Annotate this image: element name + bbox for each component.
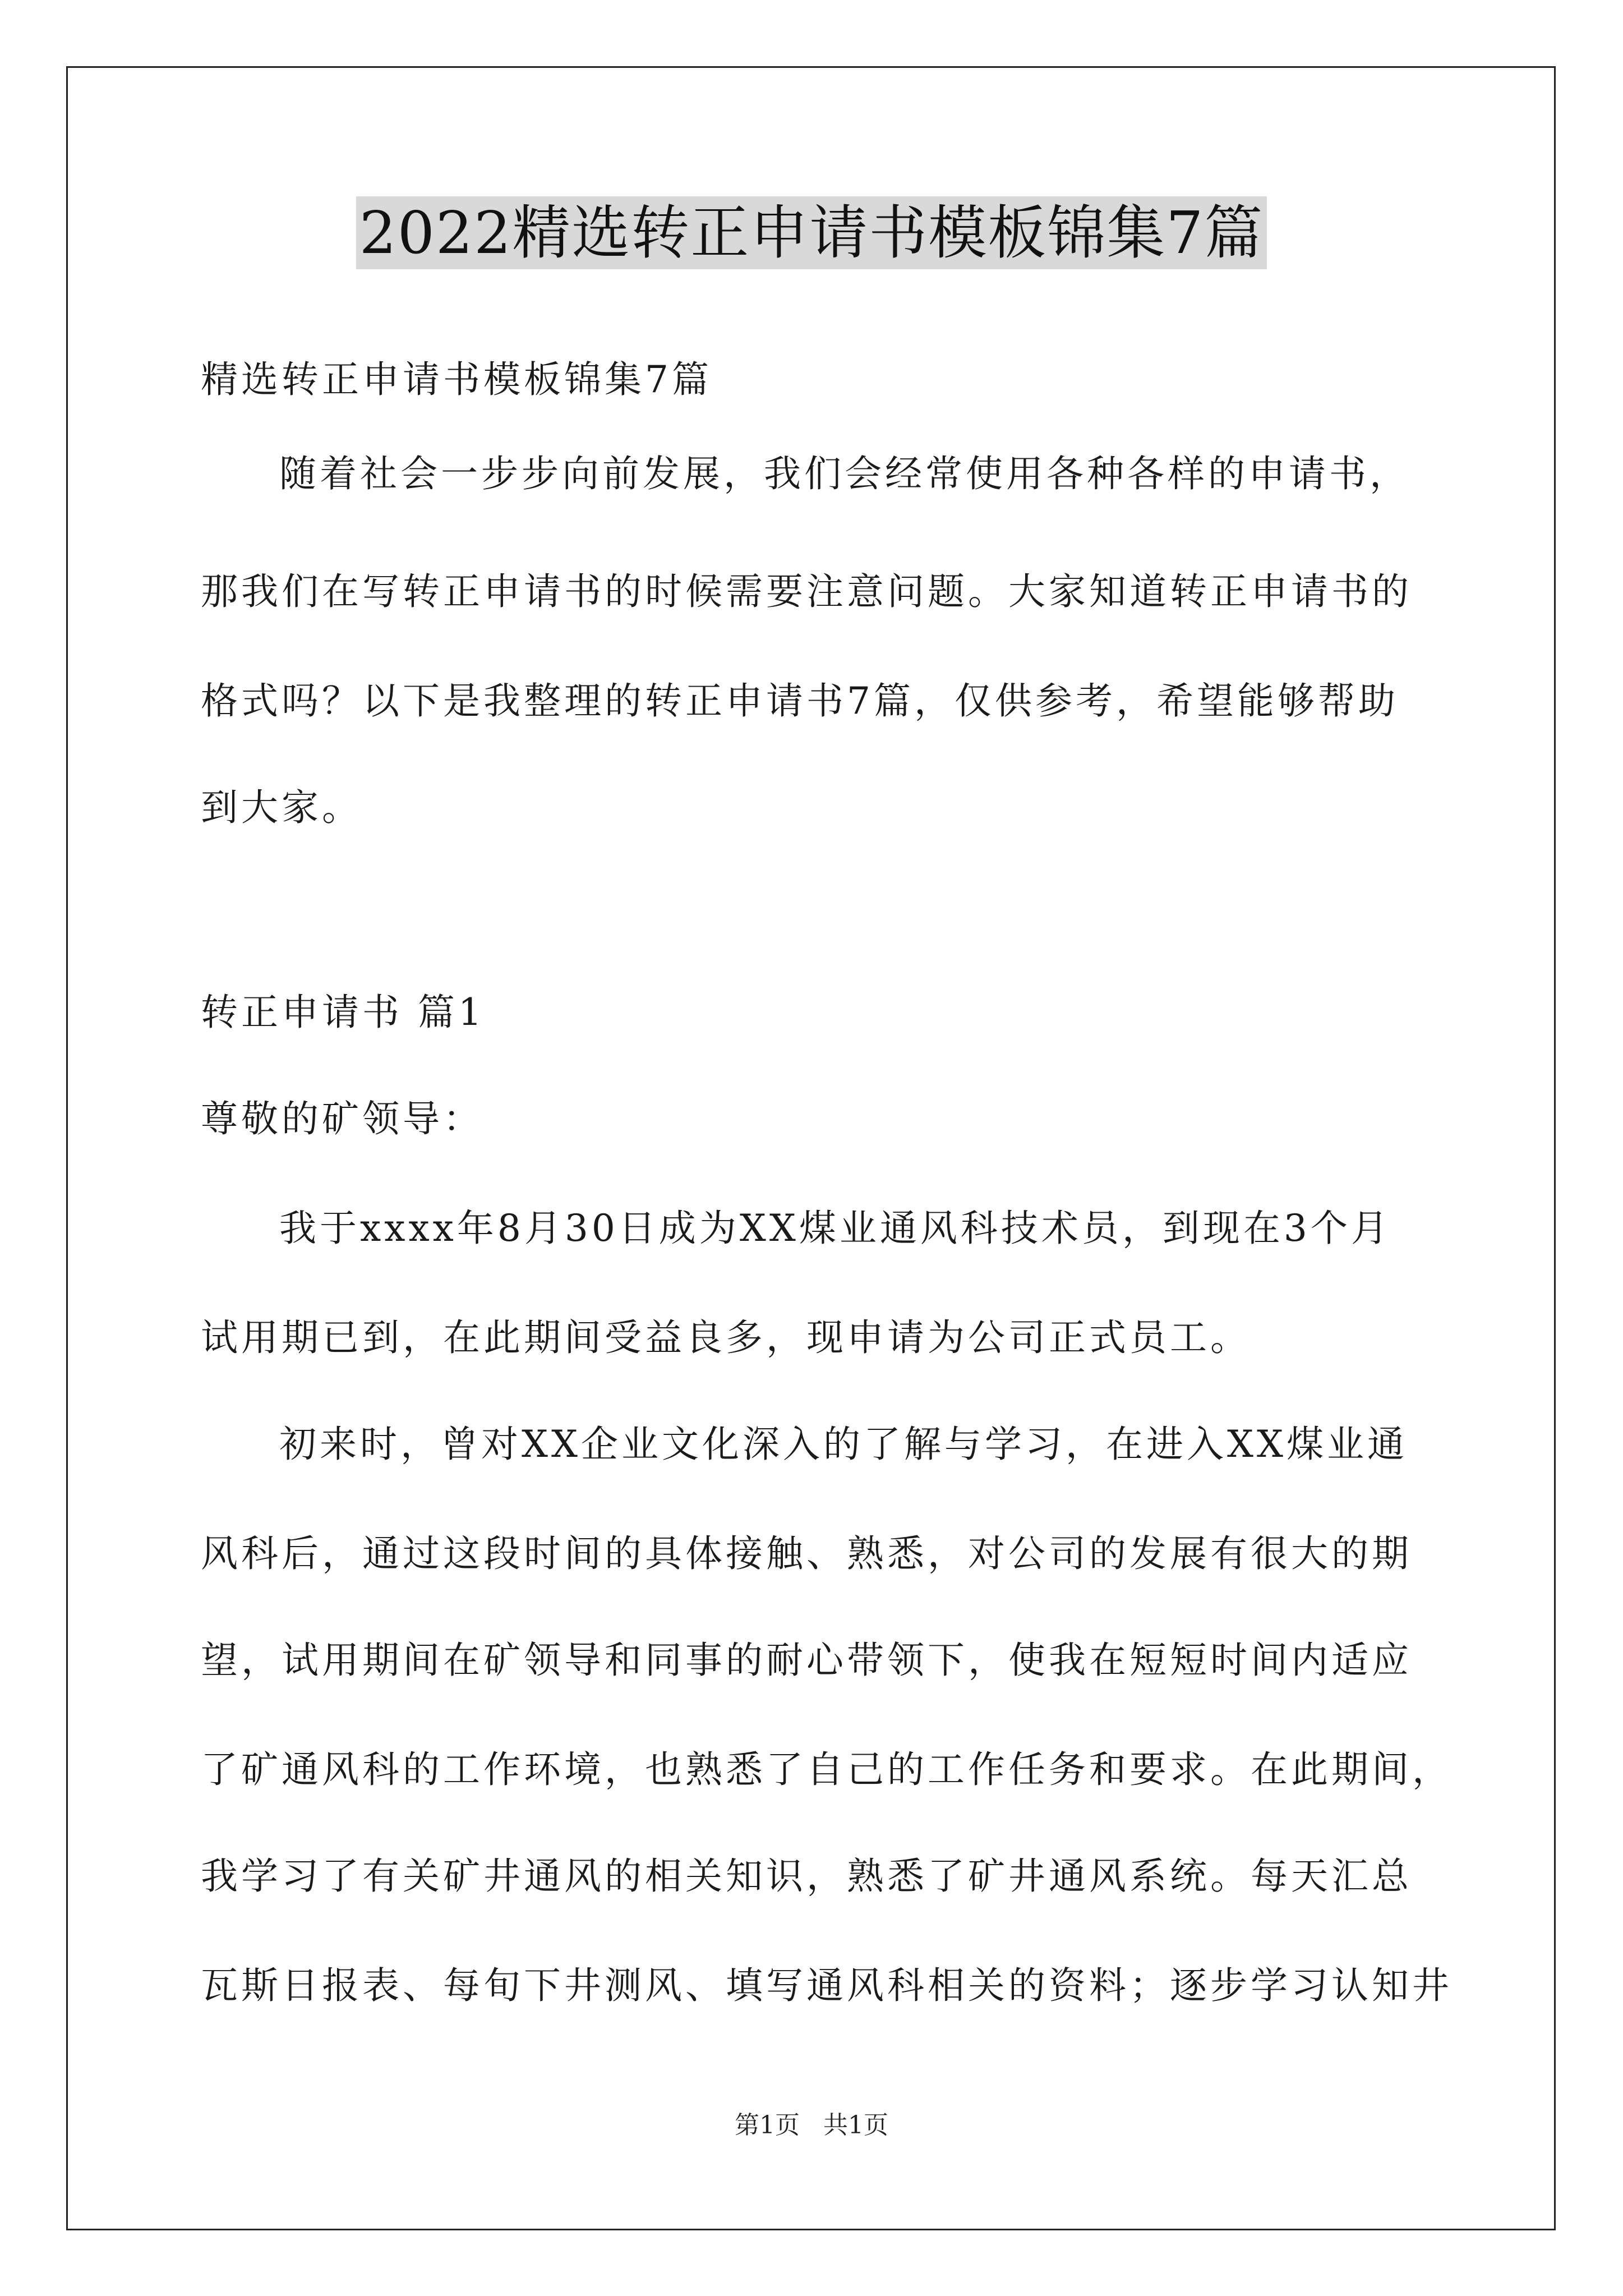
document-title: 2022精选转正申请书模板锦集7篇	[356, 196, 1267, 269]
body-line: 我于xxxx年8月30日成为XX煤业通风科技术员，到现在3个月	[279, 1207, 1391, 1250]
page-number: 第1页	[735, 2111, 800, 2139]
page-total: 共1页	[823, 2111, 888, 2139]
title-container	[0, 196, 1623, 269]
intro-line: 那我们在写转正申请书的时候需要注意问题。大家知道转正申请书的	[201, 570, 1412, 613]
salutation: 尊敬的矿领导：	[201, 1097, 483, 1140]
body-line: 我学习了有关矿井通风的相关知识，熟悉了矿井通风系统。每天汇总	[201, 1855, 1412, 1898]
page-footer	[0, 2105, 1623, 2141]
intro-line: 到大家。	[201, 786, 362, 829]
intro-line: 随着社会一步步向前发展，我们会经常使用各种各样的申请书，	[279, 452, 1410, 495]
section-heading: 转正申请书 篇1	[201, 991, 485, 1034]
document-subtitle: 精选转正申请书模板锦集7篇	[201, 358, 712, 401]
intro-line: 格式吗？以下是我整理的转正申请书7篇，仅供参考，希望能够帮助	[201, 679, 1399, 723]
body-line: 了矿通风科的工作环境，也熟悉了自己的工作任务和要求。在此期间，	[201, 1748, 1453, 1791]
body-line: 初来时，曾对XX企业文化深入的了解与学习，在进入XX煤业通	[279, 1423, 1408, 1466]
body-line: 试用期已到，在此期间受益良多，现申请为公司正式员工。	[201, 1316, 1251, 1359]
body-line: 望，试用期间在矿领导和同事的耐心带领下，使我在短短时间内适应	[201, 1639, 1412, 1682]
body-line: 风科后，通过这段时间的具体接触、熟悉，对公司的发展有很大的期	[201, 1532, 1412, 1575]
body-line: 瓦斯日报表、每旬下井测风、填写通风科相关的资料；逐步学习认知井	[201, 1964, 1453, 2007]
